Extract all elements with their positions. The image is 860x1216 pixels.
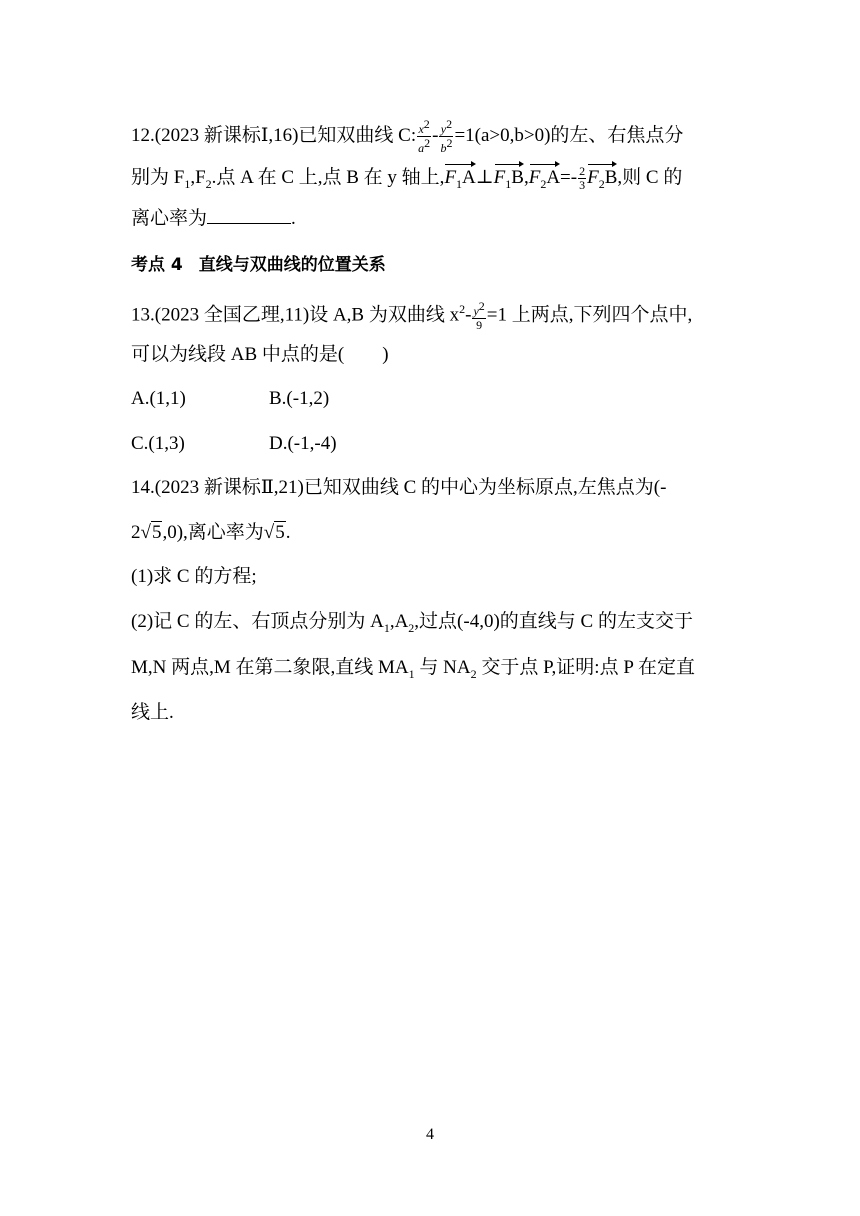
q14-text: M,N 两点,M 在第二象限,直线 MA xyxy=(131,657,409,678)
q13-text: =1 上两点,下列四个点中, xyxy=(486,304,693,326)
q12-prefix: 12.(2023 新课标Ⅰ,16)已知双曲线 C: xyxy=(131,124,417,146)
q14-part1: (1)求 C 的方程; xyxy=(131,566,257,587)
q13-frac-y2-9: $\frac{y^2}{9}$ xyxy=(473,298,485,332)
q14-text: 与 NA xyxy=(414,657,471,678)
q14-sub: 2 xyxy=(470,666,477,681)
q14-text: ,0),离心率为 xyxy=(162,522,264,543)
option-b: B.(-1,2) xyxy=(269,388,330,409)
q13-line2: 可以为线段 AB 中点的是( ) xyxy=(131,344,389,365)
q12-line1 xyxy=(131,118,683,155)
vector-f2b: $F_2B$ xyxy=(587,158,617,198)
q12-sub: 1 xyxy=(184,176,191,191)
sqrt-symbol: √5 xyxy=(140,522,162,543)
q14-sub: 1 xyxy=(383,620,390,635)
q14-sub: 2 xyxy=(408,620,415,635)
q14-text: (2)记 C 的左、右顶点分别为 A xyxy=(131,611,384,632)
q14-text: ,过点(-4,0)的直线与 C 的左支交于 xyxy=(414,611,693,632)
q14-line2 xyxy=(131,519,290,547)
option-c: C.(1,3) xyxy=(131,433,185,454)
q13-sup: 2 xyxy=(459,302,466,316)
q13-line1 xyxy=(131,295,692,332)
vector-f1a: $F_1A$ xyxy=(444,158,475,198)
q14-part2-line1 xyxy=(131,608,693,642)
q13-options-row1 xyxy=(131,385,329,413)
sqrt-symbol: √5 xyxy=(263,522,285,543)
q12-minus: - xyxy=(432,124,439,146)
perp-symbol: ⊥ xyxy=(475,167,494,188)
q12-text: 别为 F xyxy=(131,167,185,188)
q14-text: 交于点 P,证明:点 P 在定直 xyxy=(476,657,695,678)
q14-text: . xyxy=(285,522,291,543)
option-d: D.(-1,-4) xyxy=(269,433,337,454)
q14-part2-line3: 线上. xyxy=(131,702,174,723)
q12-text: . xyxy=(291,208,296,229)
q14-text: 2 xyxy=(131,522,141,543)
q13-options-row2 xyxy=(131,430,337,458)
q12-equals: =- xyxy=(560,167,578,188)
q12-line2 xyxy=(131,158,682,198)
q12-frac-x2-a2: $\frac{x^2}{a^2}$ xyxy=(418,117,431,155)
q13-minus: - xyxy=(465,304,472,326)
q12-comma: , xyxy=(523,167,529,188)
q12-text: 离心率为 xyxy=(131,208,208,229)
vector-f2a: $F_2A$ xyxy=(529,158,560,198)
q14-sub: 1 xyxy=(408,666,415,681)
q12-frac-y2-b2: $\frac{y^2}{b^2}$ xyxy=(440,117,453,155)
q12-frac-2-3: $\frac{2}{3}$ xyxy=(579,164,586,193)
q12-text: ,F xyxy=(190,167,206,188)
answer-blank xyxy=(207,205,291,224)
q14-text: ,A xyxy=(389,611,409,632)
q12-sub: 2 xyxy=(205,176,212,191)
heading-title: 直线与双曲线的位置关系 xyxy=(198,255,386,275)
page-number: 4 xyxy=(426,1126,434,1143)
q12-text: ,则 C 的 xyxy=(617,167,683,188)
q14-line1: 14.(2023 新课标Ⅱ,21)已知双曲线 C 的中心为坐标原点,左焦点为(- xyxy=(131,477,667,498)
q14-part2-line2 xyxy=(131,654,695,688)
heading-label: 考点 4 xyxy=(131,255,183,275)
q12-condition: =1(a>0,b>0)的左、右焦点分 xyxy=(454,124,684,146)
option-a: A.(1,1) xyxy=(131,388,186,409)
q13-prefix: 13.(2023 全国乙理,11)设 A,B 为双曲线 x xyxy=(131,304,460,326)
vector-f1b: $F_1B$ xyxy=(494,158,524,198)
q12-text: .点 A 在 C 上,点 B 在 y 轴上, xyxy=(211,167,445,188)
q12-line3 xyxy=(131,205,296,233)
section-heading xyxy=(131,251,386,279)
